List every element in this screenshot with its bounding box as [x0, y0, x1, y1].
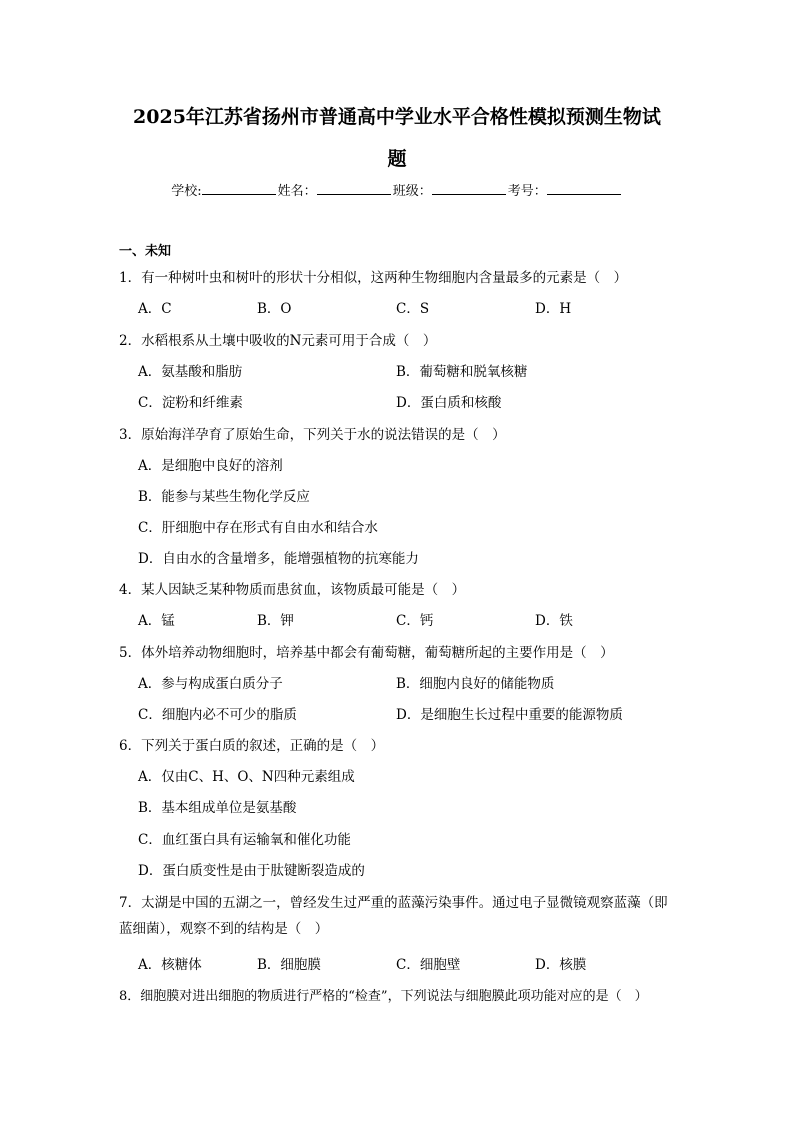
exam-number-label: 考号： [507, 184, 547, 199]
name-label: 姓名： [277, 184, 317, 199]
question-3-stem: 3．原始海洋孕育了原始生命，下列关于水的说法错误的是（ ） [119, 427, 506, 443]
question-4-option-c: C．钙 [396, 613, 434, 629]
question-4-option-a: A．锰 [138, 613, 175, 629]
question-3-option-a: A．是细胞中良好的溶剂 [138, 458, 283, 474]
question-1-option-d: D．H [535, 301, 572, 317]
school-blank [202, 181, 276, 195]
question-2-option-a: A．氨基酸和脂肪 [138, 364, 243, 380]
question-8-stem: 8．细胞膜对进出细胞的物质进行严格的“检查”，下列说法与细胞膜此项功能对应的是（ ） [119, 989, 648, 1004]
question-3-option-c: C．肝细胞中存在形式有自由水和结合水 [138, 520, 378, 536]
question-7-option-b: B．细胞膜 [257, 957, 321, 973]
exam-title-line-2: 题 [387, 148, 407, 170]
question-4-option-b: B．钾 [257, 613, 294, 629]
class-label: 班级： [392, 184, 432, 199]
question-2-option-b: B．葡萄糖和脱氧核糖 [396, 364, 528, 380]
question-4-option-d: D．铁 [535, 613, 573, 629]
question-5-stem: 5．体外培养动物细胞时，培养基中都会有葡萄糖，葡萄糖所起的主要作用是（ ） [119, 645, 614, 661]
student-info-row [0, 181, 794, 202]
question-6-option-b: B．基本组成单位是氨基酸 [138, 800, 297, 816]
question-7-option-a: A．核糖体 [138, 957, 202, 973]
exam-number-blank [547, 181, 621, 195]
question-6-stem: 6．下列关于蛋白质的叙述，正确的是（ ） [119, 738, 385, 754]
exam-title-line-1: 2025年江苏省扬州市普通高中学业水平合格性模拟预测生物试 [133, 106, 661, 128]
class-blank [432, 181, 506, 195]
question-2-stem: 2．水稻根系从土壤中吸收的N元素可用于合成（ ） [119, 333, 437, 349]
question-6-option-c: C．血红蛋白具有运输氧和催化功能 [138, 832, 351, 848]
question-4-stem: 4．某人因缺乏某种物质而患贫血，该物质最可能是（ ） [119, 582, 466, 598]
name-blank [317, 181, 391, 195]
question-7-option-c: C．细胞壁 [396, 957, 461, 973]
question-2-option-d: D．蛋白质和核酸 [396, 395, 502, 411]
question-6-option-d: D．蛋白质变性是由于肽键断裂造成的 [138, 863, 365, 879]
question-7-stem: 7．太湖是中国的五湖之一，曾经发生过严重的蓝藻污染事件。通过电子显微镜观察蓝藻（即蓝细菌），观察不到的结构是（ ） [119, 895, 668, 937]
question-5-option-a: A．参与构成蛋白质分子 [138, 676, 283, 692]
question-1-option-a: A．C [138, 301, 172, 317]
question-1-option-c: C．S [396, 301, 430, 317]
question-5-option-d: D．是细胞生长过程中重要的能源物质 [396, 707, 623, 723]
question-7-option-d: D．核膜 [535, 957, 587, 973]
section-heading: 一、未知 [119, 244, 172, 259]
question-3-option-b: B．能参与某些生物化学反应 [138, 489, 310, 505]
question-5-option-c: C．细胞内必不可少的脂质 [138, 707, 297, 723]
question-2-option-c: C．淀粉和纤维素 [138, 395, 243, 411]
question-3-option-d: D．自由水的含量增多，能增强植物的抗寒能力 [138, 551, 419, 567]
question-1-stem: 1．有一种树叶虫和树叶的形状十分相似，这两种生物细胞内含量最多的元素是（ ） [119, 270, 628, 286]
question-6-option-a: A．仅由C、H、O、N四种元素组成 [138, 769, 355, 785]
school-label: 学校: [171, 184, 202, 199]
question-5-option-b: B．细胞内良好的储能物质 [396, 676, 555, 692]
question-1-option-b: B．O [257, 301, 292, 317]
